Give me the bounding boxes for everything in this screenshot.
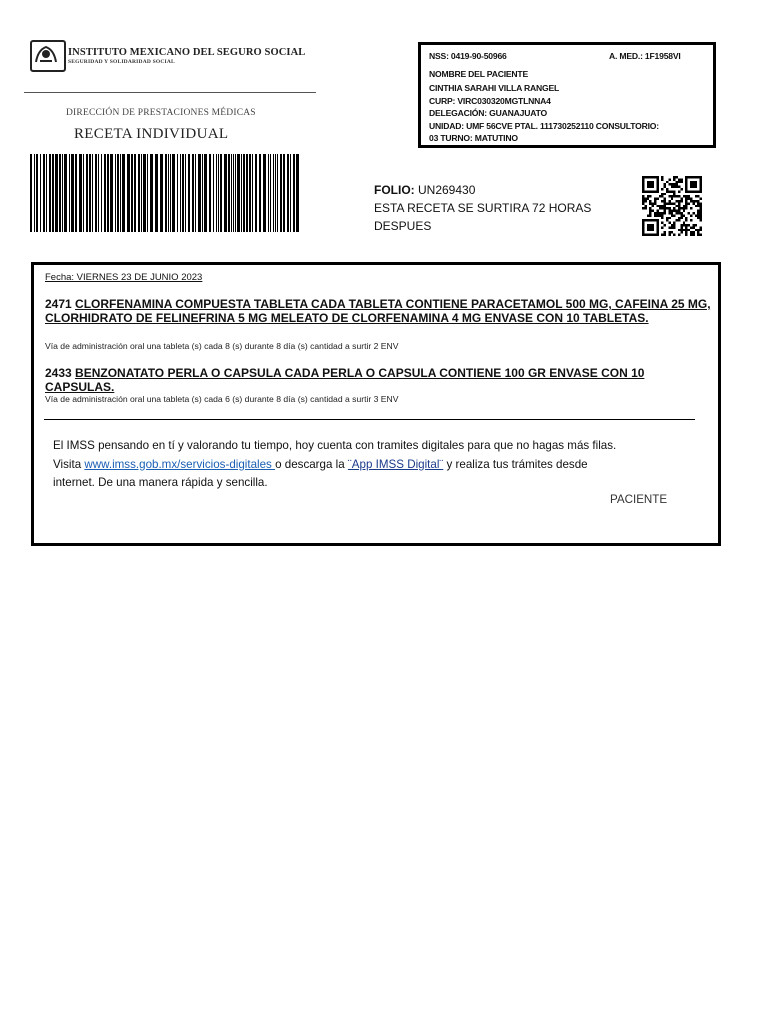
document-title: RECETA INDIVIDUAL xyxy=(74,126,229,142)
nss-field: NSS: 0419-90-50966 xyxy=(429,51,507,61)
medication-dosage: Vía de administración oral una tableta (s) cada 6 (s) durante 8 día (s) cantidad a surtir 3 ENV xyxy=(45,394,399,404)
delegacion-field: DELEGACIÓN: GUANAJUATO xyxy=(429,108,547,118)
imss-logo xyxy=(30,40,66,72)
paciente-label: PACIENTE xyxy=(610,493,668,506)
folio-note-1: ESTA RECETA SE SURTIRA 72 HORAS xyxy=(374,201,592,215)
institution-motto: SEGURIDAD Y SOLIDARIDAD SOCIAL xyxy=(68,59,175,65)
notice-line-1: El IMSS pensando en tí y valorando tu tiempo, hoy cuenta con tramites digitales para que no hagas más filas. xyxy=(53,439,617,452)
patient-info-box xyxy=(418,42,716,148)
medication-code: 2433 xyxy=(45,366,76,380)
direccion-label: DIRECCIÓN DE PRESTACIONES MÉDICAS xyxy=(66,108,256,118)
curp-field: CURP: VIRC030320MGTLNNA4 xyxy=(429,96,551,106)
medication-description: BENZONATATO PERLA O CAPSULA CADA PERLA O CAPSULA CONTIENE 100 GR ENVASE CON 10 CAPSULAS. xyxy=(45,366,645,394)
medication-item xyxy=(45,297,713,325)
prescription-box xyxy=(31,262,721,546)
unidad-field: UNIDAD: UMF 56CVE PTAL. 111730252110 CONSULTORIO: xyxy=(429,121,659,131)
imss-services-link[interactable]: www.imss.gob.mx/servicios-digitales xyxy=(84,457,276,471)
turno-field: 03 TURNO: MATUTINO xyxy=(429,133,518,143)
header-divider xyxy=(24,92,316,93)
folio-value: UN269430 xyxy=(414,183,476,197)
notice-visita: Visita xyxy=(53,457,85,471)
patient-name-label: NOMBRE DEL PACIENTE xyxy=(429,69,529,79)
app-imss-digital-link[interactable]: ¨App IMSS Digital¨ xyxy=(347,457,444,471)
notice-mid: o descarga la xyxy=(275,457,348,471)
amed-field: A. MED.: 1F1958VI xyxy=(609,51,681,61)
notice-tail: y realiza tus trámites desde xyxy=(443,457,588,471)
notice-line-2 xyxy=(53,456,693,475)
patient-name: CINTHIA SARAHI VILLA RANGEL xyxy=(429,83,560,93)
folio-label: FOLIO: xyxy=(374,183,415,197)
qr-code xyxy=(642,176,702,236)
section-divider xyxy=(44,419,695,420)
medication-description: CLORFENAMINA COMPUESTA TABLETA CADA TABLETA CONTIENE PARACETAMOL 500 MG, CAFEINA 25 MG, CLORHIDRATO DE FELINEFRINA 5 MG MELEATO DE CLORFENAMINA 4 MG ENVASE CON 10 TABLETAS. xyxy=(45,297,711,325)
folio-note-2: DESPUES xyxy=(374,219,432,233)
folio-block xyxy=(374,181,591,235)
digital-services-notice xyxy=(53,437,693,493)
prescription-date: Fecha: VIERNES 23 DE JUNIO 2023 xyxy=(45,272,203,283)
barcode xyxy=(30,154,300,232)
notice-line-3: internet. De una manera rápida y sencilla. xyxy=(53,476,268,489)
medication-item xyxy=(45,366,713,394)
medication-dosage: Vía de administración oral una tableta (s) cada 8 (s) durante 8 día (s) cantidad a surtir 2 ENV xyxy=(45,341,399,351)
medication-code: 2471 xyxy=(45,297,76,311)
institution-name: INSTITUTO MEXICANO DEL SEGURO SOCIAL xyxy=(68,47,306,58)
